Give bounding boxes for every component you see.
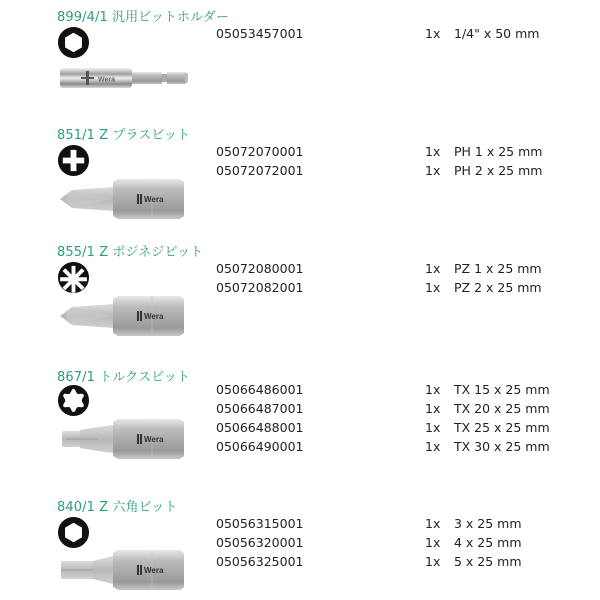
table-row bbox=[0, 382, 600, 401]
section-title: 899/4/1 汎用ビットホルダー bbox=[57, 10, 229, 25]
table-row bbox=[0, 516, 600, 535]
section-title: 851/1 Z プラスビット bbox=[57, 128, 191, 143]
article-number: 05056325001 bbox=[216, 554, 304, 569]
table-row bbox=[0, 261, 600, 280]
size: TX 20 x 25 mm bbox=[454, 401, 550, 416]
article-number: 05056320001 bbox=[216, 535, 304, 550]
quantity: 1x bbox=[425, 261, 441, 276]
article-number: 05072070001 bbox=[216, 144, 304, 159]
svg-text:Wera: Wera bbox=[144, 566, 164, 575]
size: PZ 1 x 25 mm bbox=[454, 261, 542, 276]
quantity: 1x bbox=[425, 535, 441, 550]
size: 5 x 25 mm bbox=[454, 554, 522, 569]
table-row bbox=[0, 535, 600, 554]
size: 3 x 25 mm bbox=[454, 516, 522, 531]
table-row bbox=[0, 280, 600, 299]
quantity: 1x bbox=[425, 516, 441, 531]
table-row bbox=[0, 144, 600, 163]
size: 4 x 25 mm bbox=[454, 535, 522, 550]
section-title: 855/1 Z ポジネジビット bbox=[57, 245, 204, 260]
size: TX 30 x 25 mm bbox=[454, 439, 550, 454]
article-number: 05072072001 bbox=[216, 163, 304, 178]
article-number: 05066490001 bbox=[216, 439, 304, 454]
table-row bbox=[0, 401, 600, 420]
size: PH 2 x 25 mm bbox=[454, 163, 543, 178]
quantity: 1x bbox=[425, 163, 441, 178]
quantity: 1x bbox=[425, 280, 441, 295]
size: PH 1 x 25 mm bbox=[454, 144, 543, 159]
size: TX 25 x 25 mm bbox=[454, 420, 550, 435]
bit-holder-image bbox=[58, 63, 198, 93]
size: PZ 2 x 25 mm bbox=[454, 280, 542, 295]
table-row bbox=[0, 163, 600, 182]
quantity: 1x bbox=[425, 554, 441, 569]
article-number: 05066488001 bbox=[216, 420, 304, 435]
size: TX 15 x 25 mm bbox=[454, 382, 550, 397]
quantity: 1x bbox=[425, 420, 441, 435]
svg-text:Wera: Wera bbox=[144, 195, 164, 204]
article-number: 05066486001 bbox=[216, 382, 304, 397]
article-number: 05072080001 bbox=[216, 261, 304, 276]
article-number: 05056315001 bbox=[216, 516, 304, 531]
table-row bbox=[0, 420, 600, 439]
table-row bbox=[0, 554, 600, 573]
article-number: 05066487001 bbox=[216, 401, 304, 416]
phillips-bit-image bbox=[58, 178, 193, 220]
svg-text:Wera: Wera bbox=[98, 76, 115, 84]
section-title: 840/1 Z 六角ビット bbox=[57, 500, 178, 515]
quantity: 1x bbox=[425, 401, 441, 416]
svg-text:Wera: Wera bbox=[144, 435, 164, 444]
svg-text:Wera: Wera bbox=[144, 312, 164, 321]
table-row bbox=[0, 26, 600, 45]
article-number: 05053457001 bbox=[216, 26, 304, 41]
article-number: 05072082001 bbox=[216, 280, 304, 295]
quantity: 1x bbox=[425, 439, 441, 454]
quantity: 1x bbox=[425, 144, 441, 159]
section-title: 867/1 トルクスビット bbox=[57, 370, 190, 385]
quantity: 1x bbox=[425, 382, 441, 397]
pozidriv-bit-image bbox=[58, 295, 193, 337]
table-row bbox=[0, 439, 600, 458]
size: 1/4" x 50 mm bbox=[454, 26, 540, 41]
quantity: 1x bbox=[425, 26, 441, 41]
